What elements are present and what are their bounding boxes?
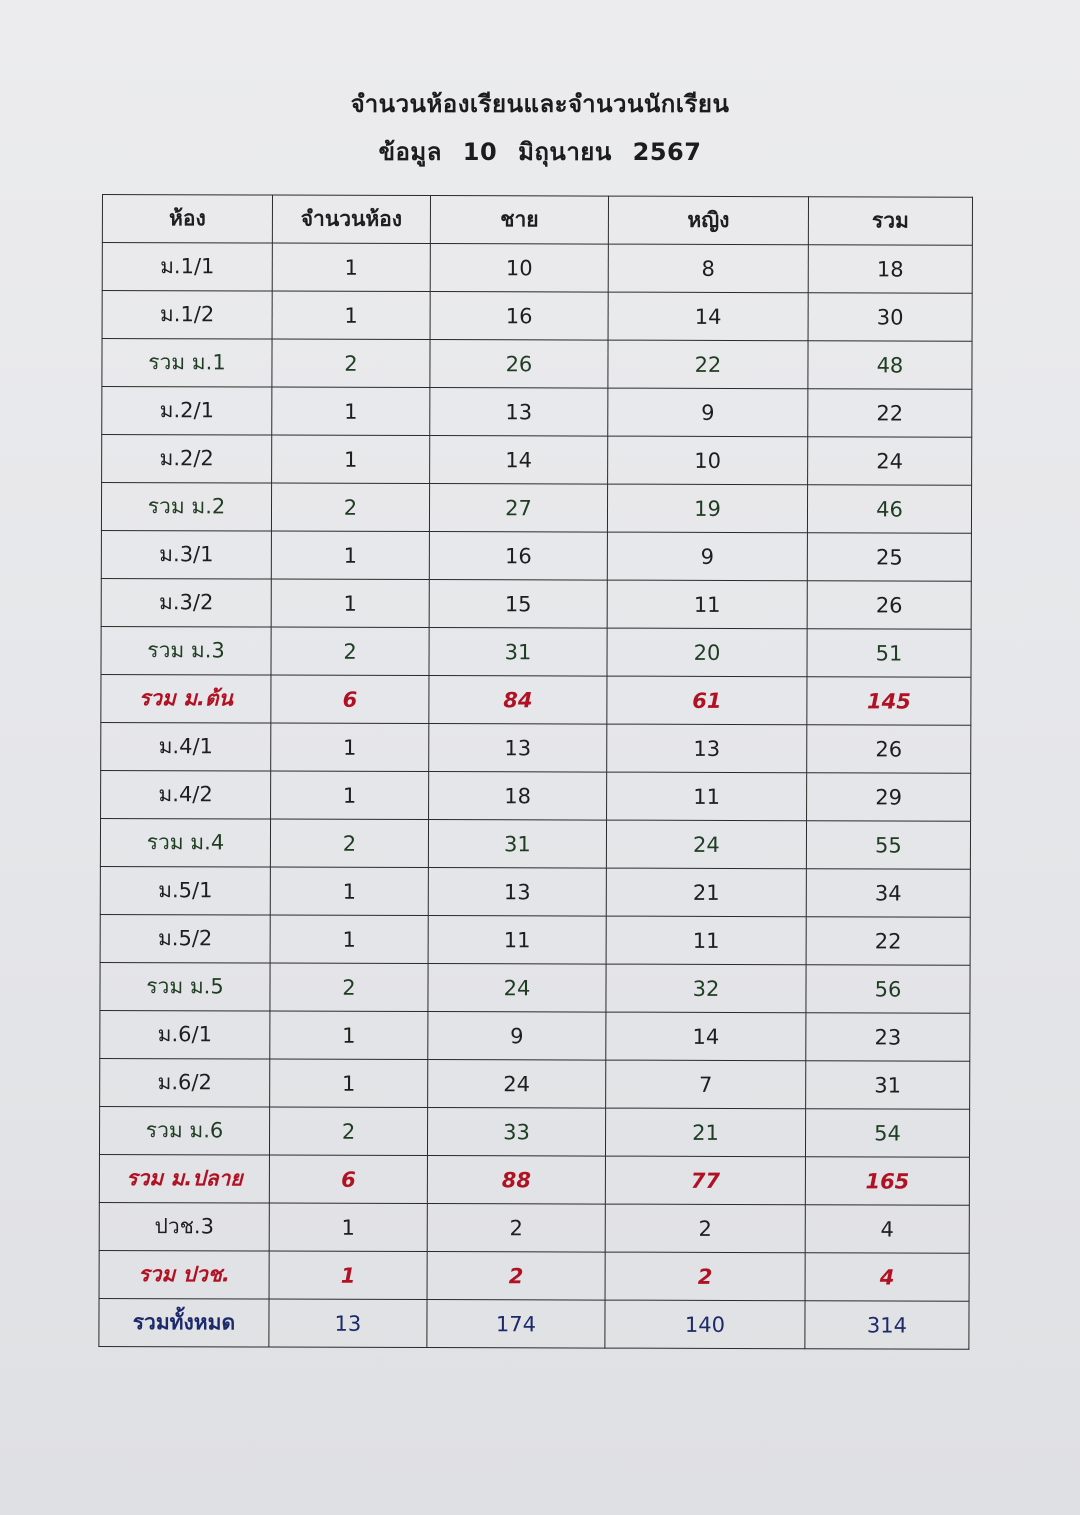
cell-room: รวม ปวช. [99,1250,269,1299]
header-room: ห้อง [102,195,272,244]
cell-total: 51 [807,629,971,678]
cell-male: 18 [429,772,607,821]
cell-female: 140 [605,1300,805,1349]
cell-room: รวม ม.6 [99,1106,269,1155]
subtotal-row [100,818,970,869]
cell-male: 15 [429,580,607,629]
header-male: ชาย [430,196,608,245]
table-row [100,1010,970,1061]
cell-female: 13 [607,724,807,773]
cell-female: 9 [608,388,808,437]
table-row [101,722,971,773]
cell-total: 4 [805,1205,969,1254]
cell-male: 84 [429,676,607,725]
cell-total: 26 [807,581,971,630]
cell-room-count: 2 [271,627,429,675]
cell-room: ม.5/1 [100,866,270,915]
cell-room: ม.5/2 [100,914,270,963]
cell-female: 20 [607,628,807,677]
cell-room-count: 2 [270,819,428,867]
cell-male: 24 [428,964,606,1013]
table-row [100,1058,970,1109]
cell-total: 31 [806,1061,970,1110]
cell-total: 4 [805,1253,969,1302]
cell-room-count: 2 [271,483,429,531]
cell-total: 34 [806,869,970,918]
cell-room: รวม ม.3 [101,626,271,675]
cell-total: 22 [808,389,972,438]
subtitle-day: 10 [462,138,498,166]
cell-female: 24 [606,820,806,869]
cell-male: 27 [429,484,607,533]
cell-room: รวม ม.ปลาย [99,1154,269,1203]
cell-female: 19 [607,484,807,533]
subtitle-month: มิถุนายน [518,138,612,166]
cell-room-count: 6 [271,675,429,723]
cell-male: 13 [428,868,606,917]
cell-room: รวม ม.ต้น [101,674,271,723]
cell-room-count: 1 [270,1059,428,1107]
header-room-count: จำนวนห้อง [272,195,430,243]
header-female: หญิง [608,196,808,245]
table-row [102,387,972,438]
table-row [99,1202,969,1253]
table-body [99,243,972,1350]
cell-room-count: 2 [269,1107,427,1155]
cell-female: 11 [606,916,806,965]
cell-room: ม.2/1 [102,387,272,436]
cell-room: ม.3/2 [101,578,271,627]
cell-male: 88 [427,1156,605,1205]
table-row [102,243,972,294]
cell-female: 21 [605,1108,805,1157]
cell-total: 165 [805,1157,969,1206]
subtotal-row [102,339,972,390]
cell-room: ม.6/2 [100,1058,270,1107]
level-row [101,674,971,725]
cell-male: 16 [429,532,607,581]
cell-male: 174 [427,1300,605,1349]
document-title: จำนวนห้องเรียนและจำนวนนักเรียน [350,90,730,118]
cell-total: 48 [808,341,972,390]
student-count-table [98,194,973,1350]
header-total: รวม [808,197,972,246]
level-row [99,1154,969,1205]
cell-room-count: 1 [272,243,430,291]
subtitle-year: 2567 [632,138,702,166]
cell-male: 2 [427,1204,605,1253]
cell-room: ม.4/1 [101,722,271,771]
cell-male: 24 [428,1060,606,1109]
cell-female: 11 [607,772,807,821]
cell-room: ม.1/2 [102,291,272,340]
cell-female: 14 [608,292,808,341]
table-row [102,291,972,342]
cell-room-count: 2 [270,963,428,1011]
cell-male: 11 [428,916,606,965]
cell-total: 55 [806,821,970,870]
table-row [100,866,970,917]
cell-total: 30 [808,293,972,342]
cell-room: รวมทั้งหมด [99,1298,269,1347]
cell-room-count: 1 [270,867,428,915]
cell-female: 2 [605,1252,805,1301]
cell-total: 29 [807,773,971,822]
cell-room-count: 1 [269,1251,427,1299]
table-row [101,530,971,581]
cell-female: 77 [605,1156,805,1205]
cell-room-count: 13 [269,1299,427,1347]
cell-male: 2 [427,1252,605,1301]
subtitle-label: ข้อมูล [378,138,442,166]
cell-total: 54 [805,1109,969,1158]
cell-room: รวม ม.2 [101,483,271,532]
cell-female: 61 [607,676,807,725]
cell-female: 8 [608,244,808,293]
cell-female: 21 [606,868,806,917]
table-row [101,578,971,629]
subtotal-row [101,626,971,677]
cell-total: 18 [808,245,972,294]
cell-male: 13 [430,388,608,437]
document-subtitle [0,132,1080,171]
cell-female: 2 [605,1204,805,1253]
cell-room: ม.1/1 [102,243,272,292]
cell-male: 31 [428,820,606,869]
cell-total: 23 [806,1013,970,1062]
cell-male: 10 [430,244,608,293]
cell-room-count: 1 [272,291,430,339]
cell-room: ม.3/1 [101,530,271,579]
cell-room-count: 1 [271,579,429,627]
cell-room: ปวช.3 [99,1202,269,1251]
subtotal-row [99,1106,969,1157]
cell-male: 14 [430,436,608,485]
cell-total: 145 [807,677,971,726]
cell-female: 9 [607,532,807,581]
cell-total: 26 [807,725,971,774]
cell-room: รวม ม.1 [102,339,272,388]
cell-female: 22 [608,340,808,389]
subtotal-row [100,962,970,1013]
cell-room-count: 1 [269,1203,427,1251]
cell-male: 33 [427,1108,605,1157]
cell-female: 10 [608,436,808,485]
cell-room-count: 1 [271,723,429,771]
cell-female: 11 [607,580,807,629]
cell-male: 16 [430,292,608,341]
cell-male: 26 [430,340,608,389]
subtotal-row [101,483,971,534]
cell-female: 32 [606,964,806,1013]
cell-room-count: 1 [270,915,428,963]
cell-male: 31 [429,628,607,677]
cell-total: 25 [807,533,971,582]
cell-total: 314 [805,1301,969,1350]
cell-room: ม.2/2 [102,435,272,484]
cell-room-count: 6 [269,1155,427,1203]
grand-row [99,1298,969,1349]
cell-room-count: 1 [272,435,430,483]
table-header-row [102,195,972,246]
cell-female: 7 [606,1060,806,1109]
cell-total: 56 [806,965,970,1014]
cell-male: 9 [428,1012,606,1061]
cell-room-count: 1 [272,387,430,435]
table-row [101,770,971,821]
cell-room-count: 1 [271,531,429,579]
cell-total: 46 [807,485,971,534]
cell-female: 14 [606,1012,806,1061]
cell-room: รวม ม.4 [100,818,270,867]
cell-room: ม.4/2 [101,770,271,819]
cell-room: รวม ม.5 [100,962,270,1011]
cell-male: 13 [429,724,607,773]
cell-room-count: 2 [272,339,430,387]
cell-room-count: 1 [271,771,429,819]
cell-total: 22 [806,917,970,966]
table-row [102,435,972,486]
level-row [99,1250,969,1301]
cell-room-count: 1 [270,1011,428,1059]
cell-room: ม.6/1 [100,1010,270,1059]
cell-total: 24 [808,437,972,486]
table-row [100,914,970,965]
